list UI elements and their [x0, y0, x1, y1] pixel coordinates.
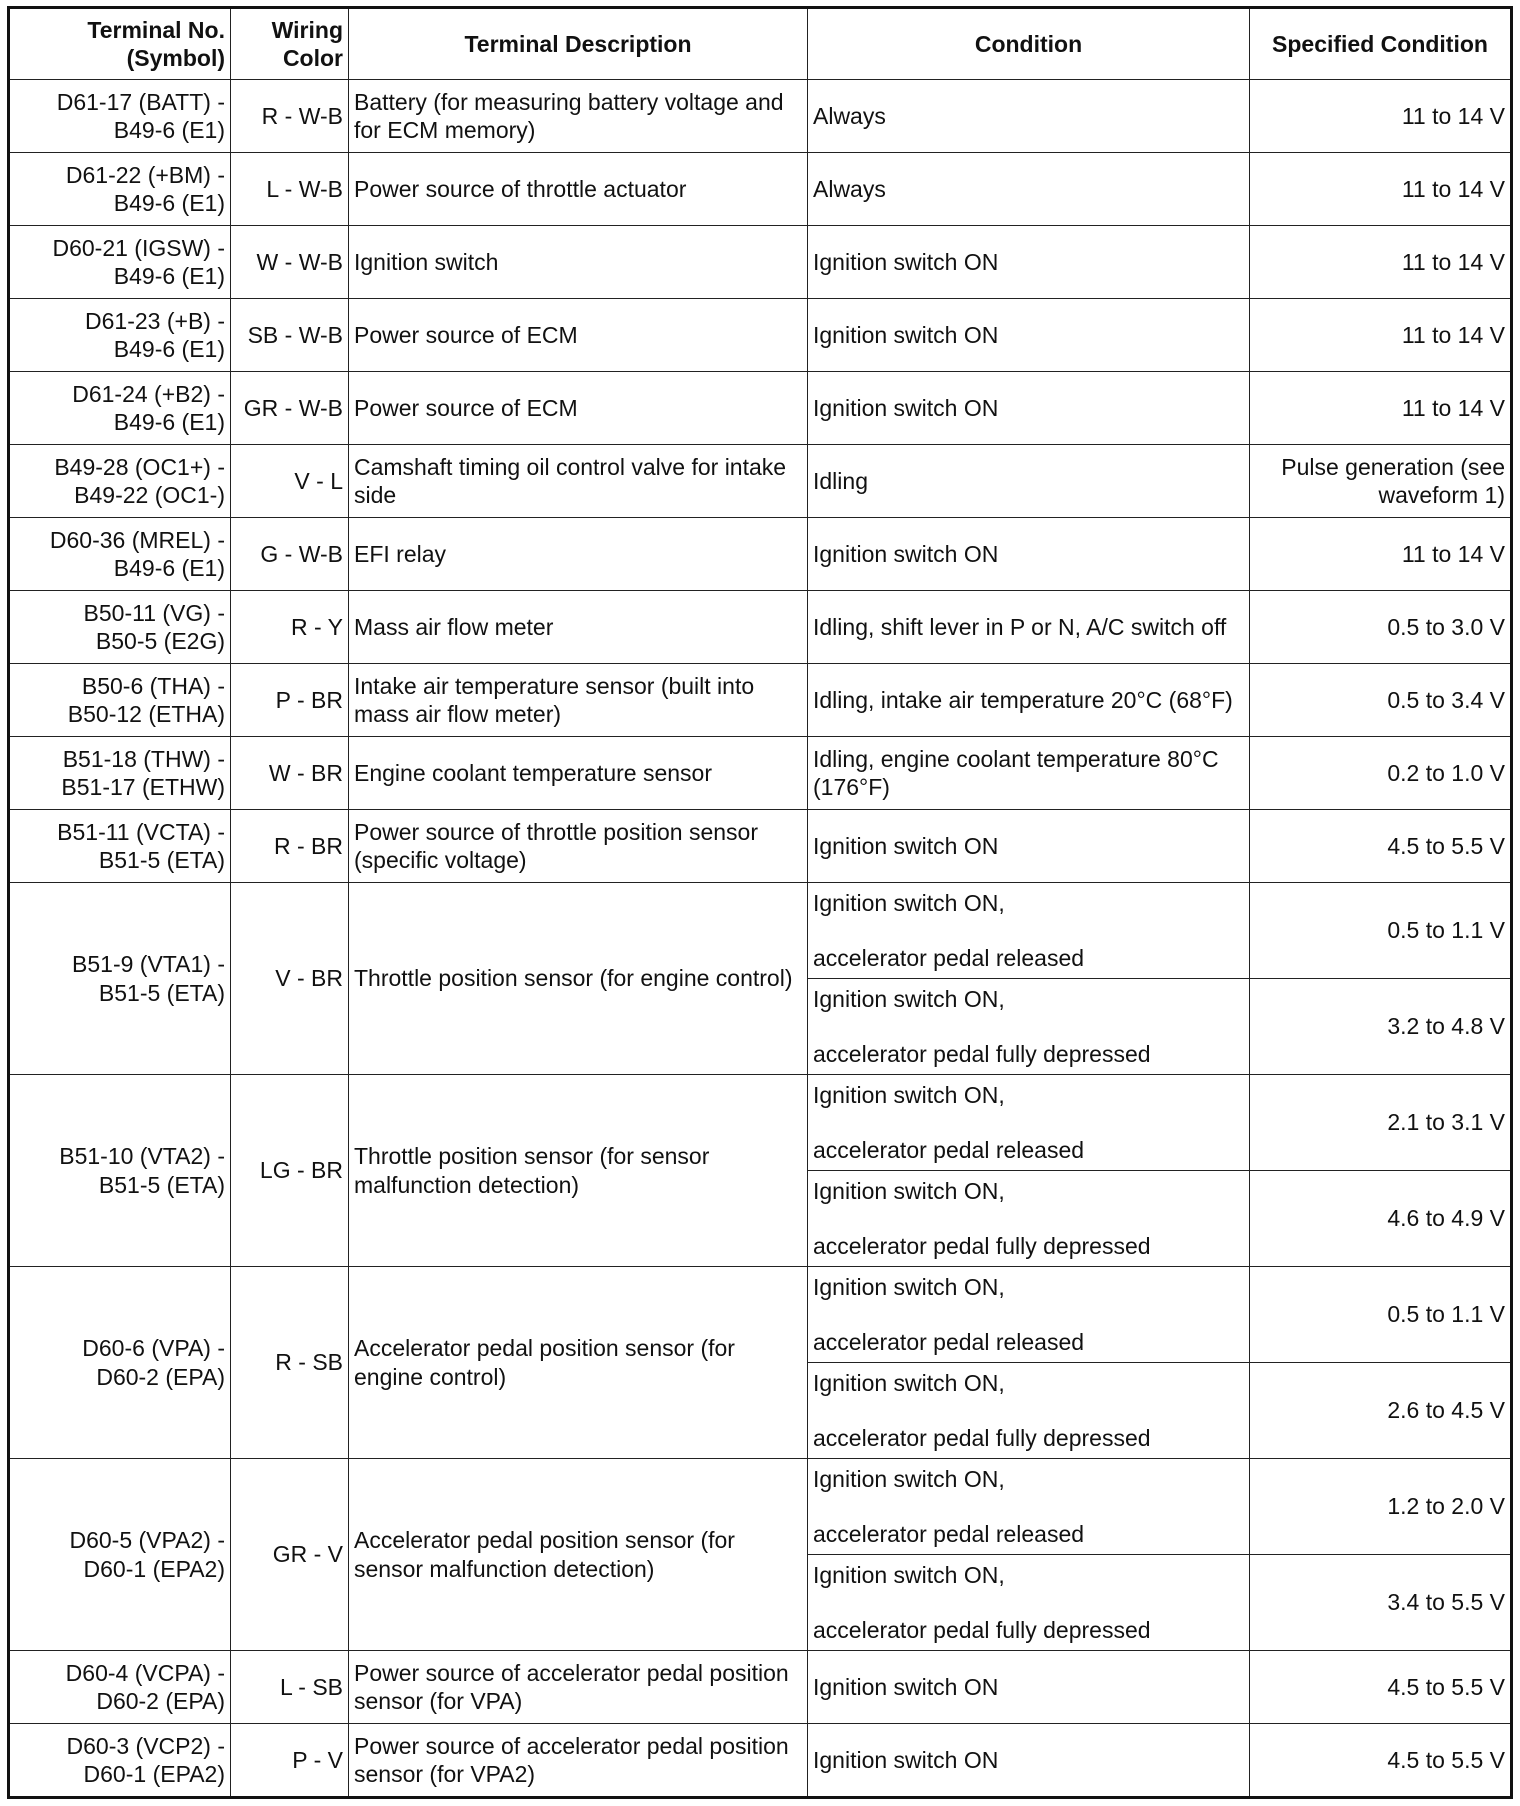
condition-cell	[808, 1459, 1250, 1555]
specified-condition-cell: 0.2 to 1.0 V	[1250, 737, 1512, 810]
wiring-color-cell: GR - W-B	[231, 372, 349, 445]
terminal-cell	[9, 737, 231, 810]
condition-cell: Always	[808, 153, 1250, 226]
condition-line: accelerator pedal released	[813, 1328, 1085, 1355]
wiring-color-cell: R - W-B	[231, 80, 349, 153]
condition-cell	[808, 1363, 1250, 1459]
specified-condition-cell: 4.5 to 5.5 V	[1250, 1651, 1512, 1724]
terminal-description-cell: Mass air flow meter	[349, 591, 808, 664]
terminal-description-cell: Accelerator pedal position sensor (for engine control)	[349, 1267, 808, 1459]
condition-line: Ignition switch ON,	[813, 1370, 1005, 1397]
specified-condition-cell: 0.5 to 3.4 V	[1250, 664, 1512, 737]
condition-line: Ignition switch ON,	[813, 890, 1005, 917]
terminal-cell	[9, 299, 231, 372]
header-terminal: Terminal No. (Symbol)	[9, 8, 231, 80]
header-row	[9, 8, 1512, 80]
table-row	[9, 153, 1512, 226]
specified-condition-cell: Pulse generation (see waveform 1)	[1250, 445, 1512, 518]
terminal-to: D60-1 (EPA2)	[83, 1761, 225, 1787]
condition-cell: Ignition switch ON	[808, 1651, 1250, 1724]
condition-cell	[808, 1171, 1250, 1267]
terminal-description-cell: Power source of accelerator pedal position sensor (for VPA2)	[349, 1724, 808, 1798]
condition-line: Ignition switch ON,	[813, 1274, 1005, 1301]
condition-cell: Ignition switch ON	[808, 372, 1250, 445]
header-specified-condition: Specified Condition	[1250, 8, 1512, 80]
table-row	[9, 810, 1512, 883]
wiring-color-cell: W - BR	[231, 737, 349, 810]
terminal-to: B51-5 (ETA)	[98, 847, 225, 873]
terminal-cell	[9, 1724, 231, 1798]
header-wiring-color: Wiring Color	[231, 8, 349, 80]
condition-cell: Ignition switch ON	[808, 1724, 1250, 1798]
terminal-description-cell: EFI relay	[349, 518, 808, 591]
terminal-cell	[9, 518, 231, 591]
specified-condition-cell: 11 to 14 V	[1250, 153, 1512, 226]
table-row	[9, 1724, 1512, 1798]
terminal-table-sheet	[7, 6, 1510, 1799]
condition-line: accelerator pedal released	[813, 1520, 1085, 1547]
terminal-description-cell: Throttle position sensor (for engine control)	[349, 883, 808, 1075]
terminal-cell	[9, 664, 231, 737]
terminal-from: B50-11 (VG) -	[83, 599, 225, 626]
terminal-to: B51-5 (ETA)	[98, 1171, 225, 1198]
specified-condition-cell: 4.5 to 5.5 V	[1250, 810, 1512, 883]
specified-condition-cell: 2.6 to 4.5 V	[1250, 1363, 1512, 1459]
wiring-color-cell: R - SB	[231, 1267, 349, 1459]
terminal-cell	[9, 80, 231, 153]
wiring-color-cell: G - W-B	[231, 518, 349, 591]
table-row	[9, 372, 1512, 445]
condition-cell	[808, 883, 1250, 979]
condition-cell: Ignition switch ON	[808, 518, 1250, 591]
condition-cell: Idling	[808, 445, 1250, 518]
terminal-from: B51-18 (THW) -	[62, 745, 225, 772]
condition-line: Ignition switch ON,	[813, 1562, 1005, 1589]
header-condition: Condition	[808, 8, 1250, 80]
terminal-to: B49-22 (OC1-)	[74, 482, 225, 508]
table-row	[9, 737, 1512, 810]
terminal-to: B49-6 (E1)	[113, 190, 225, 216]
terminal-to: D60-1 (EPA2)	[83, 1555, 225, 1582]
specified-condition-cell: 1.2 to 2.0 V	[1250, 1459, 1512, 1555]
terminal-from: B51-9 (VTA1) -	[72, 951, 225, 978]
terminal-to: B49-6 (E1)	[113, 409, 225, 435]
wiring-color-cell: R - Y	[231, 591, 349, 664]
terminal-description-cell: Power source of throttle actuator	[349, 153, 808, 226]
terminal-description-cell: Intake air temperature sensor (built into mass air flow meter)	[349, 664, 808, 737]
condition-line: accelerator pedal released	[813, 944, 1085, 971]
specified-condition-cell: 11 to 14 V	[1250, 226, 1512, 299]
condition-line: Ignition switch ON,	[813, 986, 1005, 1013]
table-row	[9, 591, 1512, 664]
terminal-description-cell: Engine coolant temperature sensor	[349, 737, 808, 810]
terminal-description-cell: Power source of ECM	[349, 299, 808, 372]
condition-line: Ignition switch ON,	[813, 1466, 1005, 1493]
table-row	[9, 1075, 1512, 1171]
table-row	[9, 1459, 1512, 1555]
table-body	[9, 80, 1512, 1798]
terminal-to: B49-6 (E1)	[113, 263, 225, 289]
specified-condition-cell: 3.4 to 5.5 V	[1250, 1555, 1512, 1651]
specified-condition-cell: 2.1 to 3.1 V	[1250, 1075, 1512, 1171]
specified-condition-cell: 3.2 to 4.8 V	[1250, 979, 1512, 1075]
condition-line: Ignition switch ON,	[813, 1178, 1005, 1205]
terminal-from: D60-36 (MREL) -	[49, 526, 225, 553]
table-row	[9, 299, 1512, 372]
condition-line: accelerator pedal fully depressed	[813, 1616, 1151, 1643]
terminal-cell	[9, 883, 231, 1075]
table-row	[9, 1651, 1512, 1724]
terminal-description-cell: Power source of throttle position sensor (specific voltage)	[349, 810, 808, 883]
terminal-from: D61-24 (+B2) -	[72, 380, 225, 407]
terminal-cell	[9, 226, 231, 299]
terminal-cell	[9, 372, 231, 445]
terminal-from: B51-10 (VTA2) -	[59, 1143, 225, 1170]
terminal-cell	[9, 810, 231, 883]
terminal-to: B51-5 (ETA)	[98, 979, 225, 1006]
terminal-from: D60-3 (VCP2) -	[66, 1732, 225, 1759]
terminal-cell	[9, 591, 231, 664]
table-row	[9, 883, 1512, 979]
terminal-description-cell: Camshaft timing oil control valve for intake side	[349, 445, 808, 518]
condition-line: accelerator pedal released	[813, 1136, 1085, 1163]
specified-condition-cell: 4.6 to 4.9 V	[1250, 1171, 1512, 1267]
terminal-to: B49-6 (E1)	[113, 555, 225, 581]
terminal-description-cell: Power source of ECM	[349, 372, 808, 445]
terminal-from: D60-6 (VPA) -	[82, 1335, 225, 1362]
specified-condition-cell: 0.5 to 1.1 V	[1250, 883, 1512, 979]
table-row	[9, 80, 1512, 153]
terminal-to: D60-2 (EPA)	[96, 1688, 225, 1714]
terminal-cell	[9, 1459, 231, 1651]
wiring-color-cell: L - W-B	[231, 153, 349, 226]
table-row	[9, 445, 1512, 518]
terminal-cell	[9, 445, 231, 518]
terminal-from: B50-6 (THA) -	[81, 672, 225, 699]
terminal-from: D60-5 (VPA2) -	[69, 1527, 225, 1554]
condition-cell	[808, 979, 1250, 1075]
terminal-description-cell: Accelerator pedal position sensor (for sensor malfunction detection)	[349, 1459, 808, 1651]
wiring-color-cell: R - BR	[231, 810, 349, 883]
terminal-to: D60-2 (EPA)	[96, 1363, 225, 1390]
terminal-from: D60-4 (VCPA) -	[65, 1659, 225, 1686]
condition-cell: Idling, engine coolant temperature 80°C (176°F)	[808, 737, 1250, 810]
terminal-description-cell: Ignition switch	[349, 226, 808, 299]
wiring-color-cell: L - SB	[231, 1651, 349, 1724]
terminal-from: D60-21 (IGSW) -	[52, 234, 225, 261]
terminal-cell	[9, 1075, 231, 1267]
terminal-to: B50-12 (ETHA)	[67, 701, 225, 727]
terminal-cell	[9, 153, 231, 226]
condition-cell	[808, 1075, 1250, 1171]
specified-condition-cell: 0.5 to 1.1 V	[1250, 1267, 1512, 1363]
terminal-description-cell: Battery (for measuring battery voltage and for ECM memory)	[349, 80, 808, 153]
terminal-from: B49-28 (OC1+) -	[54, 453, 225, 480]
terminal-description-cell: Power source of accelerator pedal position sensor (for VPA)	[349, 1651, 808, 1724]
condition-line: accelerator pedal fully depressed	[813, 1232, 1151, 1259]
terminal-from: B51-11 (VCTA) -	[57, 818, 225, 845]
wiring-color-cell: LG - BR	[231, 1075, 349, 1267]
wiring-color-cell: P - V	[231, 1724, 349, 1798]
condition-cell: Idling, intake air temperature 20°C (68°F)	[808, 664, 1250, 737]
condition-line: accelerator pedal fully depressed	[813, 1424, 1151, 1451]
wiring-color-cell: SB - W-B	[231, 299, 349, 372]
condition-cell: Ignition switch ON	[808, 810, 1250, 883]
wiring-color-cell: W - W-B	[231, 226, 349, 299]
condition-cell: Always	[808, 80, 1250, 153]
condition-cell: Ignition switch ON	[808, 226, 1250, 299]
terminal-to: B49-6 (E1)	[113, 336, 225, 362]
condition-cell	[808, 1555, 1250, 1651]
terminal-cell	[9, 1651, 231, 1724]
condition-line: accelerator pedal fully depressed	[813, 1040, 1151, 1067]
condition-cell: Idling, shift lever in P or N, A/C switch off	[808, 591, 1250, 664]
terminal-from: D61-23 (+B) -	[85, 307, 225, 334]
condition-cell	[808, 1267, 1250, 1363]
specified-condition-cell: 11 to 14 V	[1250, 80, 1512, 153]
table-row	[9, 664, 1512, 737]
terminal-description-cell: Throttle position sensor (for sensor malfunction detection)	[349, 1075, 808, 1267]
table-row	[9, 1267, 1512, 1363]
terminal-to: B51-17 (ETHW)	[61, 774, 225, 800]
specified-condition-cell: 11 to 14 V	[1250, 299, 1512, 372]
terminal-to: B49-6 (E1)	[113, 117, 225, 143]
specified-condition-cell: 0.5 to 3.0 V	[1250, 591, 1512, 664]
wiring-color-cell: V - L	[231, 445, 349, 518]
terminal-from: D61-22 (+BM) -	[65, 161, 225, 188]
table-row	[9, 226, 1512, 299]
wiring-color-cell: GR - V	[231, 1459, 349, 1651]
terminal-cell	[9, 1267, 231, 1459]
wiring-color-cell: V - BR	[231, 883, 349, 1075]
terminal-from: D61-17 (BATT) -	[56, 88, 225, 115]
ecm-terminal-table	[7, 6, 1513, 1799]
condition-cell: Ignition switch ON	[808, 299, 1250, 372]
table-row	[9, 518, 1512, 591]
wiring-color-cell: P - BR	[231, 664, 349, 737]
condition-line: Ignition switch ON,	[813, 1082, 1005, 1109]
header-terminal-description: Terminal Description	[349, 8, 808, 80]
specified-condition-cell: 11 to 14 V	[1250, 518, 1512, 591]
specified-condition-cell: 4.5 to 5.5 V	[1250, 1724, 1512, 1798]
specified-condition-cell: 11 to 14 V	[1250, 372, 1512, 445]
terminal-to: B50-5 (E2G)	[95, 628, 225, 654]
